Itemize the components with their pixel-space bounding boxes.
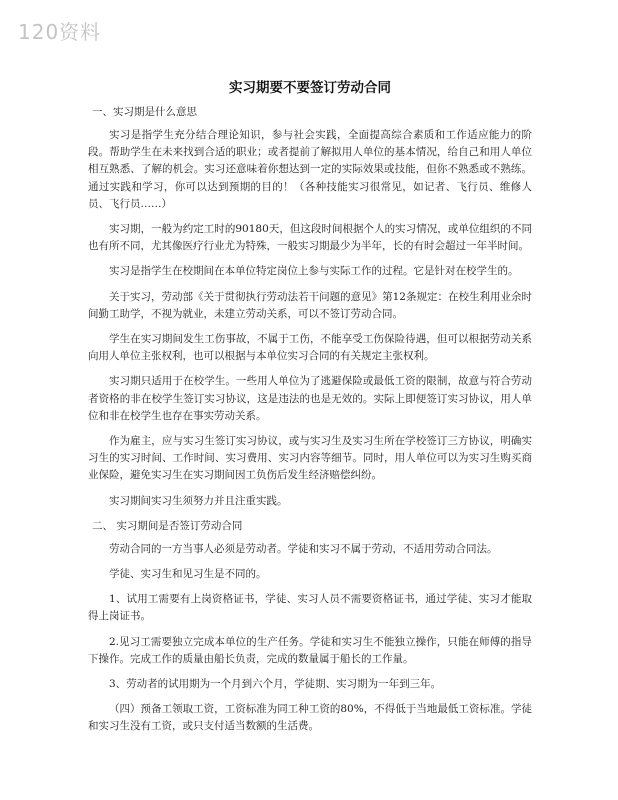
paragraph: 实习期间实习生须努力并且注重实践。 [109, 494, 288, 507]
section-heading-1: 一、实习期是什么意思 [92, 106, 197, 118]
paragraph: （四）预备工领取工资，工资标准为同工种工资的80%，不得低于当地最低工资标准。学徒和实习生没有工资，或只支付适当数额的生活费。 [88, 703, 532, 733]
paragraph: 劳动合同的一方当事人必须是劳动者。学徒和实习不属于劳动，不适用劳动合同法。 [109, 542, 498, 555]
paragraph: 实习期，一般为约定工时的90180天，但这段时间根据个人的实习情况，或单位组织的不同也有所不同，尤其像医疗行业尤为特殊，一般实习期最少为半年，长的有时会超过一年半时间。 [88, 223, 532, 253]
paragraph: 1、试用工需要有上岗资格证书，学徒、实习人员不需要资格证书，通过学徒、实习才能取得上岗证书。 [88, 593, 532, 623]
paragraph: 实习是指学生在校期间在本单位特定岗位上参与实际工作的过程。它是针对在校学生的。 [109, 265, 519, 278]
paragraph: 学生在实习期间发生工伤事故，不属于工伤，不能享受工伤保险待遇，但可以根据劳动关系向用人单位主张权利，也可以根据与本单位实习合同的有关规定主张权利。 [88, 333, 532, 363]
paragraph: 2.见习工需要独立完成本单位的生产任务。学徒和实习生不能独立操作，只能在师傅的指导下操作。完成工作的质量由船长负责，完成的数量属于船长的工作量。 [88, 635, 532, 665]
paragraph: 学徒、实习生和见习生是不同的。 [109, 568, 267, 581]
document-body [88, 76, 532, 744]
section-heading-2: 二、 实习期间是否签订劳动合同 [92, 519, 243, 532]
paragraph: 关于实习，劳动部《关于贯彻执行劳动法若干问题的意见》第12条规定：在校生利用业余时间勤工助学，不视为就业，未建立劳动关系，可以不签订劳动合同。 [88, 290, 532, 320]
paragraph: 3、劳动者的试用期为一个月到六个月，学徒期、实习期为一年到三年。 [109, 678, 442, 691]
paragraph: 作为雇主，应与实习生签订实习协议，或与实习生及实习生所在学校签订三方协议，明确实习生的实习时间、工作时间、实习费用、实习内容等细节。同时，用人单位可以为实习生购买商业保险，避免实习生在实习期间因工负伤后发生经济赔偿纠纷。 [88, 435, 532, 482]
paragraph: 实习是指学生充分结合理论知识，参与社会实践，全面提高综合素质和工作适应能力的阶段。帮助学生在未来找到合适的职业；或者提前了解拟用人单位的基本情况，给自己和用人单位相互熟悉、了解的机会。实习还意味着你想达到一定的实际效果或技能，但你不熟悉或不熟练。通过实践和学习，你可以达到预期的目的！（各种技能实习很常见，如记者、飞行员、维修人员、飞行员……） [88, 129, 532, 210]
paragraph: 实习期只适用于在校学生。一些用人单位为了逃避保险或最低工资的限制，故意与符合劳动者资格的非在校学生签订实习协议，这是违法的也是无效的。实际上即便签订实习协议，用人单位和非在校学生也存在事实劳动关系。 [88, 375, 532, 422]
watermark-logo: 120资料 [18, 20, 102, 44]
document-title: 实习期要不要签订劳动合同 [229, 80, 391, 96]
